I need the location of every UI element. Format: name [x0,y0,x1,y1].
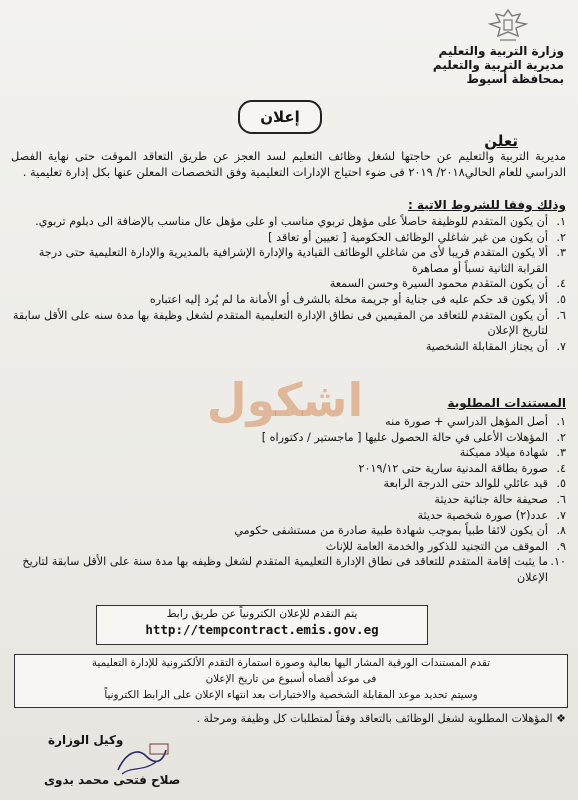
document-item: ٦. صحيفة حالة جنائية حديثة [434,492,566,506]
document-item: ١٠. ما يثبت إقامة المتقدم للتعاقد فى نطاق الإدارة التعليمية المتقدم لشغل وظيفه بها مدة سنة على الأقل سابقة لتاريخ الإعلان [22,555,566,584]
notes-line-1: تقدم المستندات الورقية المشار اليها بعالية وصورة استمارة التقدم الألكترونية للإدارة التعليمية [91,657,491,669]
condition-item: ١. أن يكون المتقدم للوظيفة حاصلاً على مؤهل تربوي مناسب او على مؤهل عال مناسب بالإضافة الى دبلوم تربوي. [35,215,566,228]
notes-line-2: فى موعد أقصاه أسبوع من تاريخ الإعلان [205,673,377,685]
document-item: ٨. أن يكون لائقا طبياً بموجب شهادة طبية صادرة من مستشفى حكومي [234,524,566,538]
notes-line-3: وسيتم تحديد موعد المقابلة الشخصية والاختبارات بعد انتهاء الإعلان على الرابط الكترونياً [104,689,478,701]
qualifications-note [196,712,566,725]
ministry-header [394,44,564,86]
submission-notes-box [14,654,568,708]
site-watermark: اشكول [206,373,364,427]
condition-item: ٤. أن يكون المتقدم محمود السيرة وحسن السمعة [329,277,566,291]
condition-item: ٢. أن يكون من غير شاغلي الوظائف الحكومية [ تعيين أو تعاقد ] [268,230,566,244]
condition-item: ٣. ألا يكون المتقدم قريبا لأى من شاغلي الوظائف القيادية والإدارة الإشرافية بالمديرية والإدارة التعليمية حتى درجة القرابة الثانية نسباً أو مصاهرة [38,246,566,275]
bullet-icon: ❖ [556,712,566,725]
document-item: ١. أصل المؤهل الدراسي + صورة منه [385,415,566,428]
document-item: ٩. الموقف من التجنيد للذكور والخدمة العامة للإناث [325,539,566,553]
signature-title: وكيل الوزارة [48,733,124,747]
document-item: ٤. صورة بطاقة المدنية سارية حتى ٢٠١٩/١٢ [358,461,566,475]
conditions-list [11,214,566,354]
apply-online-box [96,605,428,645]
qualifications-note-text: المؤهلات المطلوبة لشغل الوظائف بالتعاقد وفقاً لمتطلبات كل وظيفة ومرحلة . [196,712,553,725]
document-item: ٣. شهادة ميلاد مميكنة [459,446,566,460]
announces-title: تعلن [484,132,518,150]
condition-item: ٦. أن يكون المتقدم للتعاقد من المقيمين فى نطاق الإدارة التعليمية المتقدم لشغل وظيفة بها مدة سنه على الأقل سابقة لتاريخ الإعلان [12,308,566,338]
signatory-name: صلاح فتحى محمد بدوى [44,773,181,787]
document-item: ٥. قيد عائلي للوالد حتى الدرجة الرابعة [383,477,566,491]
document-item: ٢. المؤهلات الأعلى في حالة الحصول عليها [ ماجستير / دكتوراه ] [261,430,566,444]
document-item: ٧. عدد(٢) صورة شخصية حديثة [417,508,566,522]
ministry-line-2: مديرية التربية والتعليم [432,58,564,72]
eagle-emblem-icon [480,6,536,46]
condition-item: ٥. ألا يكون قد حكم عليه فى جناية أو جريمة مخلة بالشرف أو الأمانة ما لم يُرد إليه اعتباره [149,292,566,306]
condition-item: ٧. أن يجتاز المقابلة الشخصية [425,339,566,353]
intro-paragraph: مديرية التربية والتعليم عن حاجتها لشغل وظائف التعليم لسد العجز عن طريق التعاقد الموقت حتى نهاية الفصل الدراسي للعام الحالي٢٠١٨/ ٢٠١٩ فى ضوء احتياج الإدارات التعليمية وفق التخصصات المعلن عنها بكل إدارة تعليمية . [11,149,566,179]
documents-heading: المستندات المطلوبة [447,396,566,410]
announcement-label: إعلان [238,100,322,134]
documents-list [11,414,566,586]
ministry-line-1: وزارة التربية والتعليم [438,44,564,58]
conditions-heading: وذلك وفقا للشروط الاتية : [408,198,566,212]
ministry-line-3: بمحافظة أسيوط [466,72,564,86]
apply-text: يتم التقدم للإعلان الكترونياً عن طريق رابط [166,607,358,620]
apply-url-link[interactable]: http://tempcontract.emis.gov.eg [145,622,379,637]
